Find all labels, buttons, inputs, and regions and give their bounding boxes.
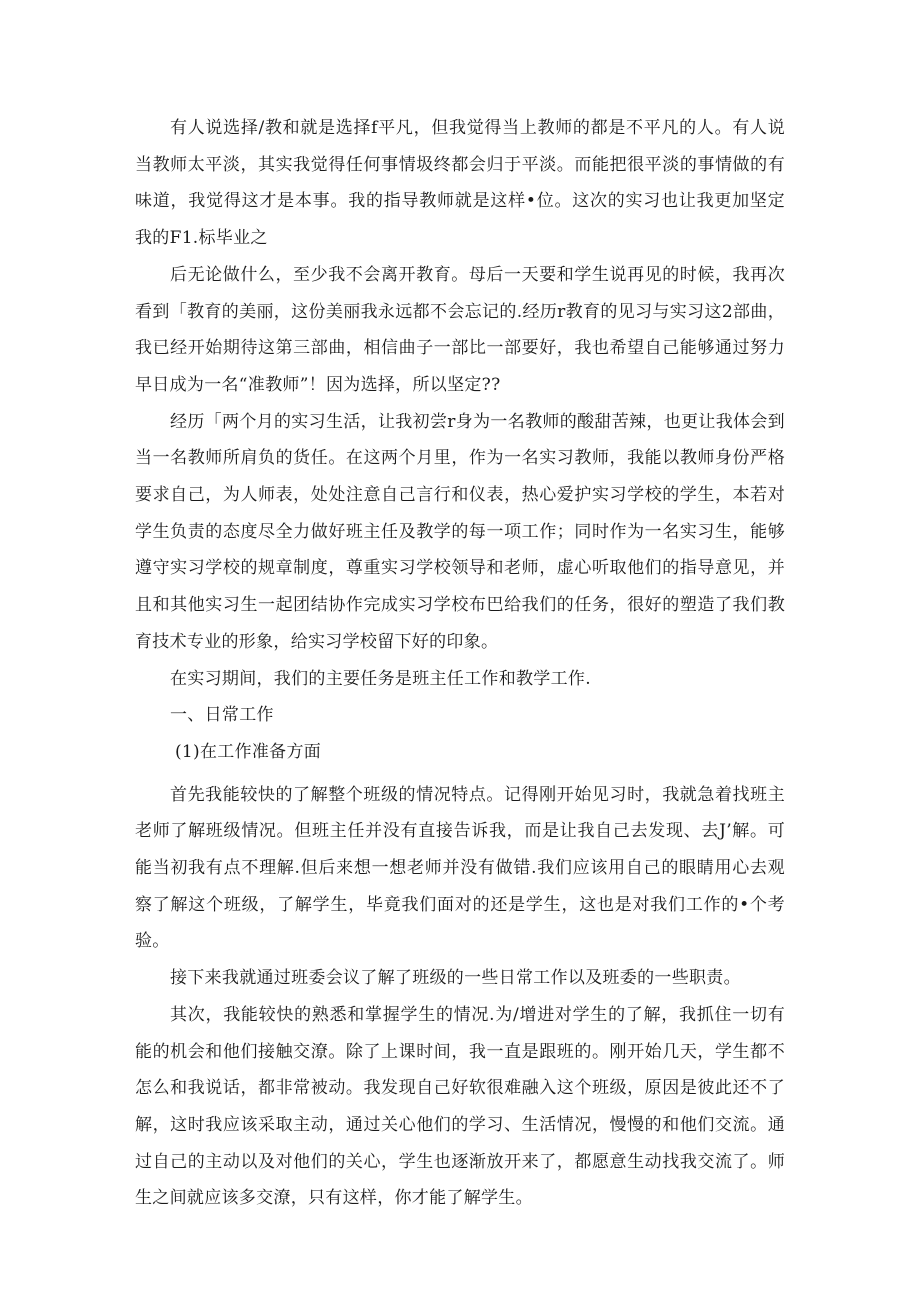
sub-heading-preparation: (1)在工作准备方面 [175,741,322,762]
paragraph-3: 经历「两个月的实习生活，让我初尝r身为一名教师的酸甜苦辣，也更让我体会到当一名教师所肩负的货任。在这两个月里，作为一名实习教师，我能以教师身份严格要求自己，为人师表，处处注意自己言行和仪表，热心爱护实习学校的学生，本若对学生负责的态度尽全力做好班主任及教学的每一项工作；同时作为一名实习生，能够遵守实习学校的规章制度，尊重实习学校领导和老师，虚心听取他们的指导意见，并且和其他实习生一起团结协作完成实习学校布巴给我们的任务，很好的塑造了我们教育技术专业的形象，给实习学校留下好的印象。 [135,411,785,652]
paragraph-5: 首先我能较快的了解整个班级的情况特点。记得刚开始见习时，我就急着找班主老师了解班级情况。但班主任并没有直接告诉我，而是让我自己去发现、去J’解。可能当初我有点不理解.但后来想一想老师并没有做错.我们应该用自己的眼睛用心去观察了解这个班级，了解学生，毕竟我们面对的还是学生，这也是对我们工作的•个考验。 [135,784,785,952]
paragraph-2: 后无论做什么，至少我不会离开教育。母后一天要和学生说再见的时候，我再次看到「教育的美丽，这份美丽我永远都不会忘记的.经历r教育的见习与实习这2部曲，我已经开始期待这第三部曲，相信曲子一部比一部要好，我也希望自己能够通过努力早日成为一名“准教师”！因为选择，所以坚定?? [135,264,785,395]
section-heading-daily-work: 一、日常工作 [170,705,274,726]
paragraph-7: 其次，我能较快的熟悉和掌握学生的情况.为/增进对学生的了解，我抓住一切有能的机会和他们接触交潦。除了上课时间，我一直是跟班的。刚开始几天，学生都不怎么和我说话，都非常被动。我发现自己好软很难融入这个班级，原因是彼此还不了解，这时我应该采取主动，通过关心他们的学习、生活情况，慢慢的和他们交流。通过自己的主动以及对他们的关心，学生也逐渐放开来了，都愿意生动找我交流了。师生之间就应该多交潦，只有这样，你才能了解学生。 [135,1004,785,1209]
paragraph-6: 接下来我就通过班委会议了解了班级的一些日常工作以及班委的一些职责。 [170,968,741,989]
paragraph-4: 在实习期间，我们的主要任务是班主任工作和教学工作. [170,668,591,689]
document-body [135,110,785,1217]
paragraph-1: 有人说选择/教和就是选择f平凡，但我觉得当上教师的都是不平凡的人。有人说当教师太平淡，其实我觉得任何事情圾终都会归于平淡。而能把很平淡的事情做的有味道，我觉得这才是本事。我的指导教师就是这样•位。这次的实习也让我更加坚定我的F1.标毕业之 [135,118,785,249]
